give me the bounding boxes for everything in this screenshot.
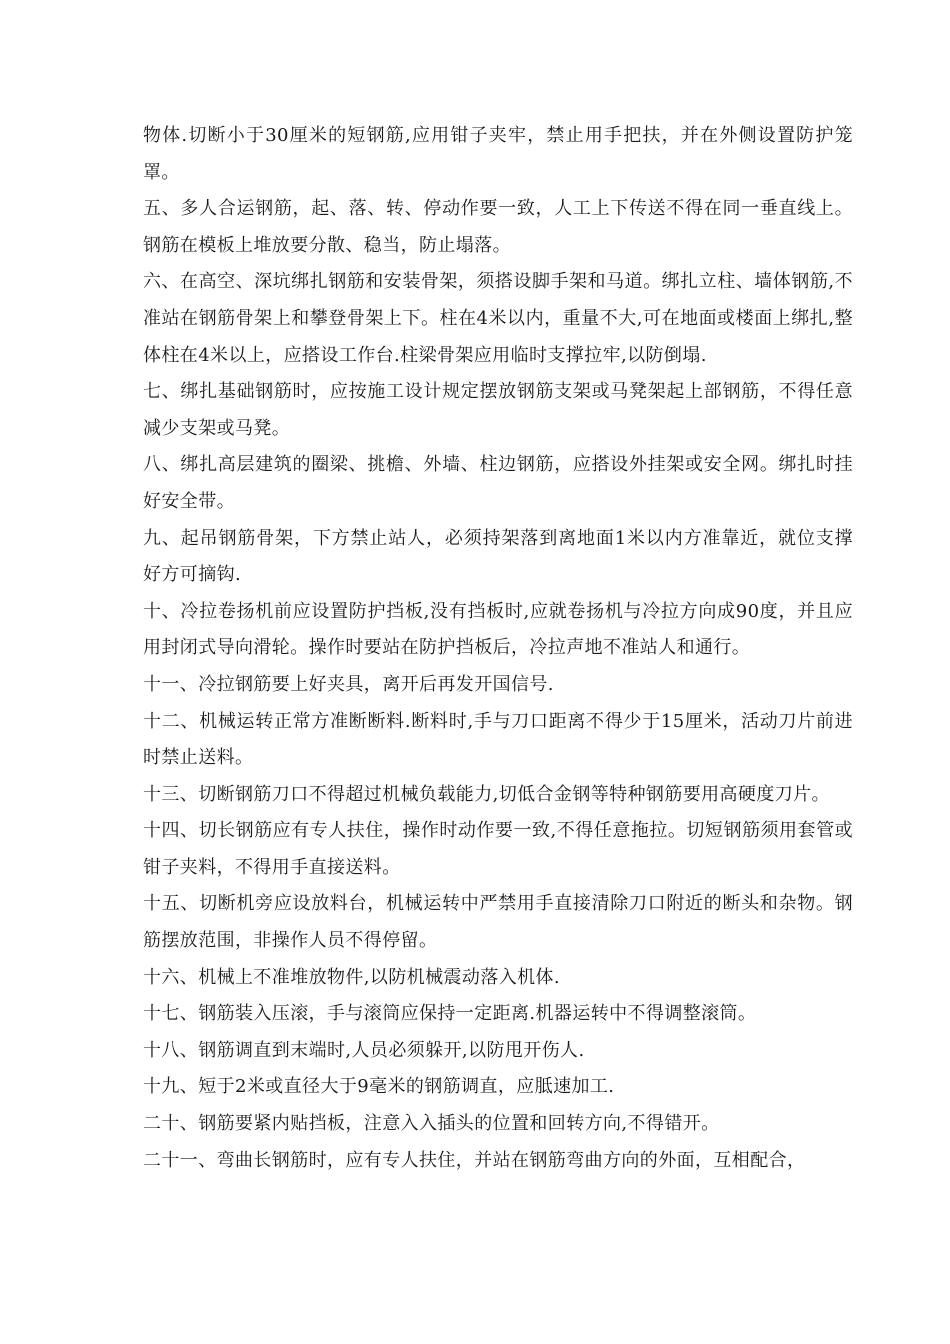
paragraph-19-short-rebar-straightening: 十九、短于2米或直径大于9毫米的钢筋调直，应胝速加工. <box>143 1076 615 1098</box>
paragraph-16-no-stacking: 十六、机械上不准堆放物件,以防机械震动落入机体. <box>143 966 561 988</box>
paragraph-12-cutting-operation: 十二、机械运转正常方准断断料.断料时,手与刀口距离不得少于15厘米，活动刀片前进时禁止送料。 <box>143 710 853 769</box>
paragraph-18-straightening-end: 十八、钢筋调直到末端时,人员必须躲开,以防甩开伤人. <box>143 1039 585 1061</box>
paragraph-cut-short-rebar: 物体.切断小于30厘米的短钢筋,应用钳子夹牢，禁止用手把扶，并在外侧设置防护笼罩。 <box>143 125 853 183</box>
paragraph-17-rollers: 十七、钢筋装入压滚，手与滚筒应保持一定距离.机器运转中不得调整滚筒。 <box>143 1003 757 1025</box>
paragraph-13-blade-capacity: 十三、切断钢筋刀口不得超过机械负载能力,切低合金钢等特种钢筋要用高硬度刀片。 <box>143 783 830 805</box>
paragraph-10-cold-drawing-winch: 十、冷拉卷扬机前应设置防护挡板,没有挡板时,应就卷扬机与冷拉方向成90度，并且应用封闭式导向滑轮。操作时要站在防护挡板后，冷拉声地不准站人和通行。 <box>143 600 853 659</box>
document-body <box>143 118 853 1179</box>
paragraph-7-foundation-binding: 七、绑扎基础钢筋时，应按施工设计规定摆放钢筋支架或马凳架起上部钢筋，不得任意减少支架或马凳。 <box>143 381 853 439</box>
paragraph-8-high-rise-binding: 八、绑扎高层建筑的圈梁、挑檐、外墙、柱边钢筋，应搭设外挂架或安全网。绑扎时挂好安全带。 <box>143 454 853 512</box>
paragraph-5-multi-person-transport: 五、多人合运钢筋，起、落、转、停动作要一致，人工上下传送不得在同一垂直线上。钢筋在模板上堆放要分散、稳当，防止塌落。 <box>143 198 853 256</box>
paragraph-9-lifting-cage: 九、起吊钢筋骨架，下方禁止站人，必须持架落到离地面1米以内方准靠近，就位支撑好方可摘钩. <box>143 527 853 586</box>
paragraph-15-feeding-table: 十五、切断机旁应设放料台，机械运转中严禁用手直接清除刀口附近的断头和杂物。钢筋摆放范围，非操作人员不得停留。 <box>143 893 853 952</box>
paragraph-14-long-rebar-cutting: 十四、切长钢筋应有专人扶住，操作时动作要一致,不得任意拖拉。切短钢筋须用套管或钳子夹料，不得用手直接送料。 <box>143 820 853 878</box>
paragraph-21-bending-long-rebar: 二十一、弯曲长钢筋时，应有专人扶住，并站在钢筋弯曲方向的外面，互相配合， <box>143 1149 806 1171</box>
paragraph-11-clamp: 十一、冷拉钢筋要上好夹具，离开后再发开国信号. <box>143 673 554 695</box>
paragraph-6-high-altitude-binding: 六、在高空、深坑绑扎钢筋和安装骨架，须搭设脚手架和马道。绑扎立柱、墙体钢筋,不准站在钢筋骨架上和攀登骨架上下。柱在4米以内，重量不大,可在地面或楼面上绑扎,整体柱在4米以上，应搭设工作台.柱梁骨架应用临时支撑拉牢,以防倒塌. <box>143 271 853 366</box>
paragraph-20-baffle: 二十、钢筋要紧内贴挡板，注意入入插头的位置和回转方向,不得错开。 <box>143 1113 720 1135</box>
